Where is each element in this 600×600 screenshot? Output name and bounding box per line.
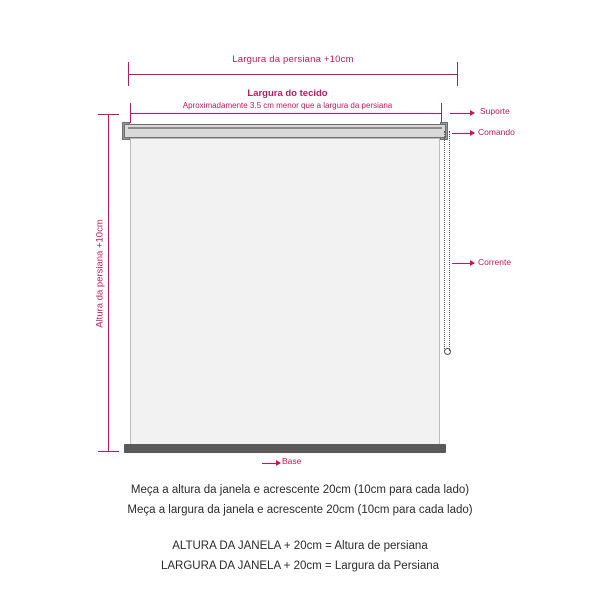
- dimension-line-outer-width: [128, 74, 458, 75]
- dimension-line-fabric-width: [130, 113, 442, 114]
- callout-leader-base: [262, 463, 280, 464]
- instructions-block: [0, 480, 600, 576]
- instruction-line-4: LARGURA DA JANELA + 20cm = Largura da Persiana: [160, 560, 440, 572]
- dimension-sublabel-fabric-width: Aproximadamente 3.5 cm menor que a largura da persiana: [182, 101, 393, 110]
- dimension-tick-fabric-right: [441, 103, 442, 123]
- headrail-highlight: [128, 127, 442, 129]
- instruction-line-2: Meça a largura da janela e acrescente 20cm (10cm para cada lado): [127, 504, 473, 516]
- callout-leader-comando: [452, 133, 474, 134]
- callout-leader-suporte: [450, 113, 474, 114]
- dimension-line-height: [108, 114, 109, 452]
- dimension-label-height: Altura da persiana +10cm: [94, 219, 106, 328]
- dimension-tick-outer-left: [128, 62, 129, 86]
- dimension-tick-height-top: [98, 114, 119, 115]
- bottom-bar: [124, 444, 446, 453]
- instruction-line-3: ALTURA DA JANELA + 20cm = Altura de persiana: [172, 540, 428, 552]
- dimension-tick-fabric-left: [130, 103, 131, 123]
- dimension-label-outer-width: Largura da persiana +10cm: [232, 54, 354, 65]
- callout-label-suporte: Suporte: [480, 106, 510, 116]
- dimension-label-fabric-width: Largura do tecido: [247, 88, 328, 99]
- chain-connector-icon: [444, 348, 451, 355]
- callout-label-base: Base: [282, 456, 302, 466]
- callout-label-corrente: Corrente: [478, 257, 512, 267]
- dimension-tick-outer-right: [457, 62, 458, 86]
- callout-leader-corrente: [452, 263, 474, 264]
- blind-fabric: [130, 138, 440, 446]
- dimension-tick-height-bottom: [98, 451, 119, 452]
- control-chain-icon: [444, 131, 450, 351]
- instruction-line-1: Meça a altura da janela e acrescente 20cm (10cm para cada lado): [130, 484, 470, 496]
- callout-label-comando: Comando: [478, 127, 515, 137]
